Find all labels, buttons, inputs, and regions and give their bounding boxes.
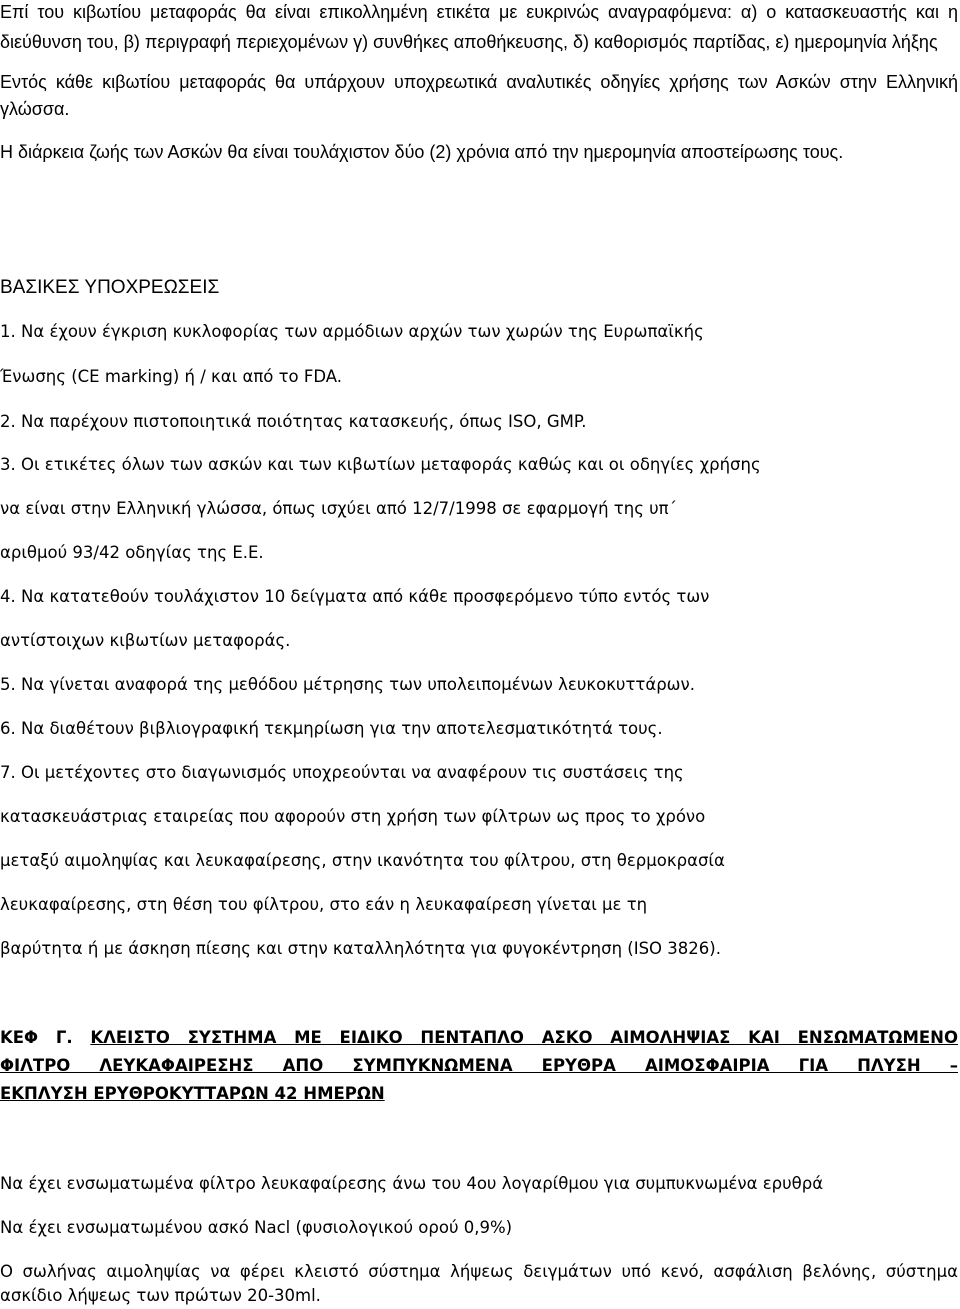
intro-line-4: γλώσσα. xyxy=(0,99,70,119)
obligation-3-line-1: 3. Οι ετικέτες όλων των ασκών και των κιβωτίων μεταφοράς καθώς και οι οδηγίες χρήσης xyxy=(0,455,761,474)
chapter-heading-line-1 xyxy=(0,1026,958,1050)
obligation-7-line-5: βαρύτητα ή με άσκηση πίεσης και στην καταλληλότητα για φυγοκέντρηση (ISO 3826). xyxy=(0,939,721,958)
chapter-heading-line-3: ΕΚΠΛΥΣΗ ΕΡΥΘΡΟΚΥΤΤΑΡΩΝ 42 ΗΜΕΡΩΝ xyxy=(0,1084,385,1103)
chapter-paragraph-3-line-2: ασκίδιο λήψεως των πρώτων 20-30ml. xyxy=(0,1286,321,1305)
obligation-7-line-1: 7. Οι μετέχοντες στο διαγωνισμός υποχρεούνται να αναφέρουν τις συστάσεις της xyxy=(0,763,684,782)
chapter-paragraph-3-line-1: Ο σωλήνας αιμοληψίας να φέρει κλειστό σύστημα λήψεως δειγμάτων υπό κενό, ασφάλιση βελόνης, σύστημα xyxy=(0,1262,958,1281)
chapter-paragraph-2: Να έχει ενσωματωμένου ασκό Nacl (φυσιολογικού ορού 0,9%) xyxy=(0,1218,513,1237)
chapter-prefix: ΚΕΦ Γ. xyxy=(0,1028,91,1047)
obligation-5: 5. Να γίνεται αναφορά της μεθόδου μέτρησης των υπολειπομένων λευκοκυττάρων. xyxy=(0,675,695,694)
intro-line-2: διεύθυνση του, β) περιγραφή περιεχομένων γ) συνθήκες αποθήκευσης, δ) καθορισμός παρτίδας, ε) ημερομηνία λήξης xyxy=(0,32,938,52)
obligation-3-line-2: να είναι στην Ελληνική γλώσσα, όπως ισχύει από 12/7/1998 σε εφαρμογή της υπ΄ xyxy=(0,499,677,518)
intro-line-5: Η διάρκεια ζωής των Ασκών θα είναι τουλάχιστον δύο (2) χρόνια από την ημερομηνία αποστείρωσης τους. xyxy=(0,142,844,162)
obligation-7-line-4: λευκαφαίρεσης, στη θέση του φίλτρου, στο εάν η λευκαφαίρεση γίνεται με τη xyxy=(0,895,648,914)
chapter-paragraph-1: Να έχει ενσωματωμένα φίλτρο λευκαφαίρεσης άνω του 4ου λογαρίθμου για συμπυκνωμένα ερυθρά xyxy=(0,1174,824,1193)
obligation-4-line-1: 4. Να κατατεθούν τουλάχιστον 10 δείγματα από κάθε προσφερόμενο τύπο εντός των xyxy=(0,587,710,606)
obligation-4-line-2: αντίστοιχων κιβωτίων μεταφοράς. xyxy=(0,631,291,650)
obligation-7-line-3: μεταξύ αιμοληψίας και λευκαφαίρεσης, στην ικανότητα του φίλτρου, στη θερμοκρασία xyxy=(0,851,725,870)
obligation-2: 2. Να παρέχουν πιστοποιητικά ποιότητας κατασκευής, όπως ISO, GMP. xyxy=(0,412,587,431)
obligation-7-line-2: κατασκευάστριας εταιρείας που αφορούν στη χρήση των φίλτρων ως προς το χρόνο xyxy=(0,807,706,826)
obligation-1-line-1: 1. Να έχουν έγκριση κυκλοφορίας των αρμόδιων αρχών των χωρών της Ευρωπαϊκής xyxy=(0,322,704,341)
chapter-heading-text-1: ΚΛΕΙΣΤΟ ΣΥΣΤΗΜΑ ΜΕ ΕΙΔΙΚΟ ΠΕΝΤΑΠΛΟ ΑΣΚΟ ΑΙΜΟΛΗΨΙΑΣ ΚΑΙ ΕΝΣΩΜΑΤΩΜΕΝΟ xyxy=(90,1028,958,1047)
obligation-6: 6. Να διαθέτουν βιβλιογραφική τεκμηρίωση για την αποτελεσματικότητά τους. xyxy=(0,719,663,738)
chapter-heading-line-2: ΦΙΛΤΡΟ ΛΕΥΚΑΦΑΙΡΕΣΗΣ ΑΠΟ ΣΥΜΠΥΚΝΩΜΕΝΑ ΕΡΥΘΡΑ ΑΙΜΟΣΦΑΙΡΙΑ ΓΙΑ ΠΛΥΣΗ – xyxy=(0,1056,958,1075)
section-title: ΒΑΣΙΚΕΣ ΥΠΟΧΡΕΩΣΕΙΣ xyxy=(0,277,220,298)
obligation-3-line-3: αριθμού 93/42 οδηγίας της Ε.Ε. xyxy=(0,543,264,562)
intro-line-3: Εντός κάθε κιβωτίου μεταφοράς θα υπάρχουν υποχρεωτικά αναλυτικές οδηγίες χρήσης των Ασκών στην Ελληνική xyxy=(0,72,958,92)
obligation-1-line-2: Ένωσης (CE marking) ή / και από το FDA. xyxy=(0,367,343,386)
intro-line-1: Επί του κιβωτίου μεταφοράς θα είναι επικολλημένη ετικέτα με ευκρινώς αναγραφόμενα: α) ο κατασκευαστής και η xyxy=(0,2,958,22)
